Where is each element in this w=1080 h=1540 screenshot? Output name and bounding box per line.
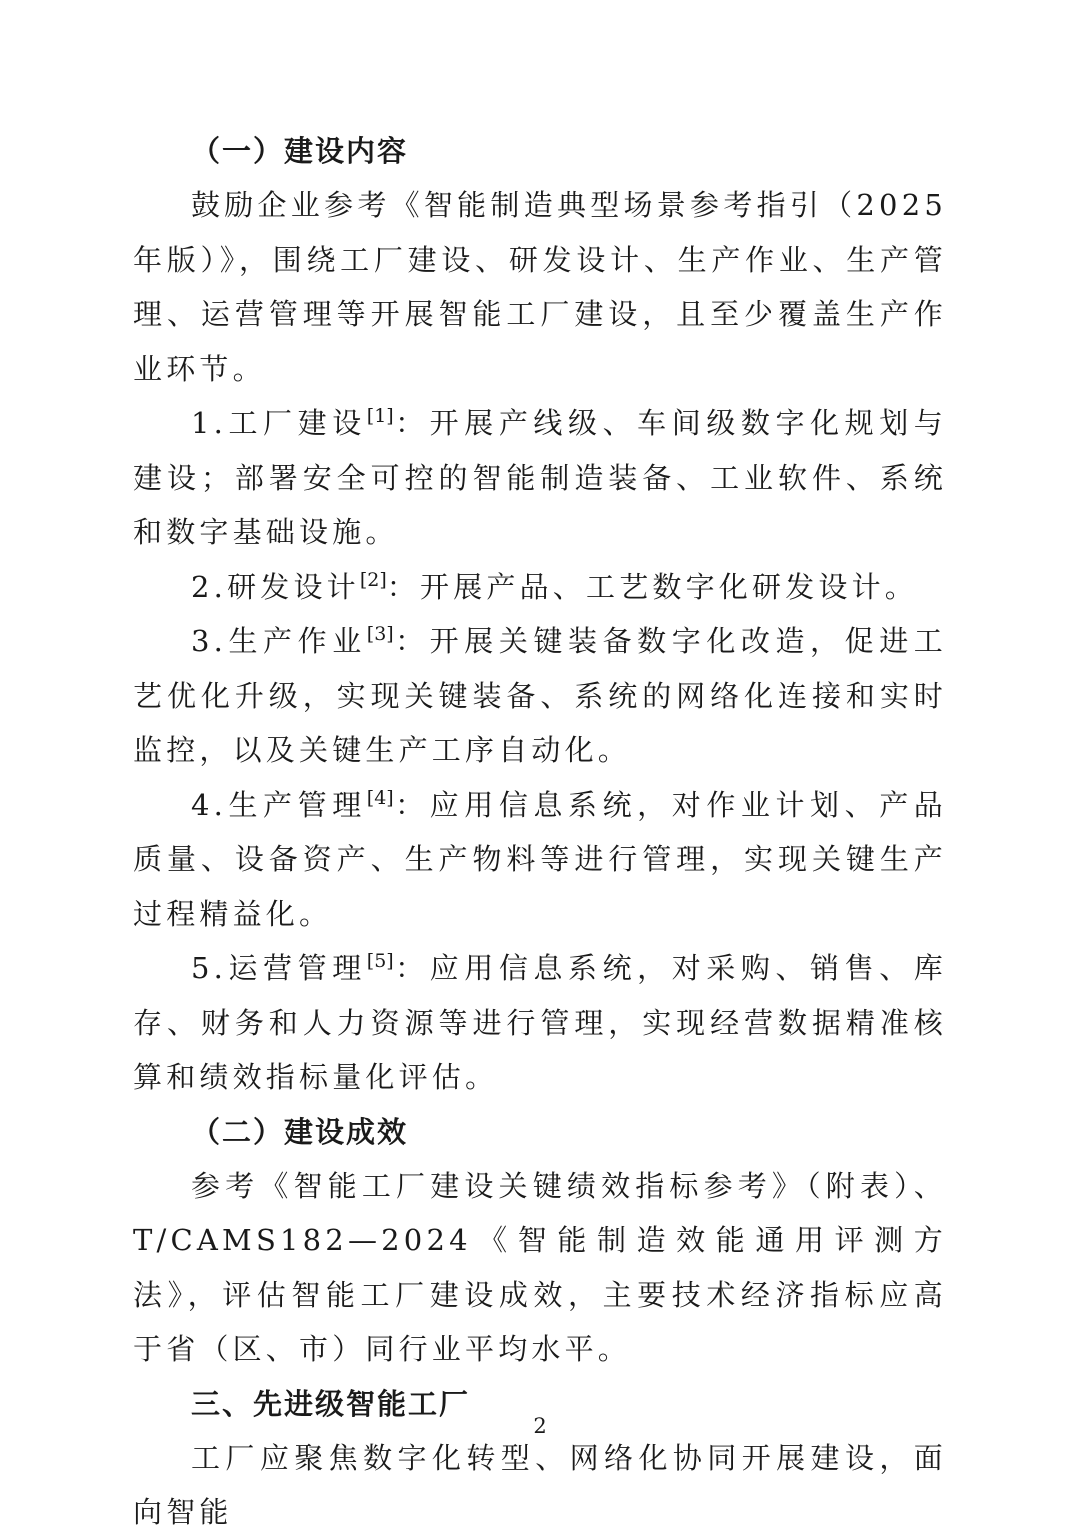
document-body (133, 124, 947, 1540)
footnote-ref-3[interactable]: [3] (366, 623, 394, 645)
item-text: ：应用信息系统，对采购、销售、库存、财务和人力资源等进行管理，实现经营数据精准核算和绩效指标量化评估。 (133, 951, 947, 1094)
section-heading-advanced-factory: 三、先进级智能工厂 (191, 1386, 471, 1421)
list-item-operation-management (133, 941, 947, 1105)
footnote-ref-4[interactable]: [4] (366, 786, 394, 809)
paragraph-results: 参考《智能工厂建设关键绩效指标参考》（附表）、T/CAMS182—2024《智能制造效能通用评测方法》，评估智能工厂建设成效，主要技术经济指标应高于省（区、市）同行业平均水平。 (133, 1168, 947, 1366)
footnote-ref-1[interactable]: [1] (366, 405, 394, 427)
list-item-production-operation (133, 614, 947, 778)
item-text: ：应用信息系统，对作业计划、产品质量、设备资产、生产物料等进行管理，实现关键生产过程精益化。 (133, 787, 947, 931)
item-label: 1.工厂建设 (191, 406, 367, 440)
list-item-factory-construction (133, 396, 947, 560)
item-label: 4.生产管理 (191, 787, 367, 822)
section-heading-construction-content: （一）建设内容 (191, 134, 409, 168)
item-label: 3.生产作业 (191, 624, 367, 658)
item-text: ：开展产品、工艺数字化研发设计。 (386, 569, 918, 604)
item-text: ：开展关键装备数字化改造，促进工艺优化升级，实现关键装备、系统的网络化连接和实时监控，以及关键生产工序自动化。 (133, 624, 947, 767)
item-label: 2.研发设计 (191, 569, 360, 604)
paragraph-intro: 鼓励企业参考《智能制造典型场景参考指引（2025年版）》，围绕工厂建设、研发设计、生产作业、生产管理、运营管理等开展智能工厂建设，且至少覆盖生产作业环节。 (133, 188, 947, 386)
page-number: 2 (533, 1414, 547, 1438)
item-text: ：开展产线级、车间级数字化规划与建设；部署安全可控的智能制造装备、工业软件、系统和数字基础设施。 (133, 406, 947, 549)
list-item-production-management (133, 778, 947, 942)
footnote-ref-5[interactable]: [5] (366, 950, 394, 972)
footnote-ref-2[interactable]: [2] (359, 568, 387, 591)
paragraph-section-three: 工厂应聚焦数字化转型、网络化协同开展建设，面向智能 (133, 1440, 947, 1529)
section-heading-construction-results: （二）建设成效 (191, 1114, 409, 1149)
list-item-rd-design (133, 560, 947, 615)
item-label: 5.运营管理 (191, 951, 367, 985)
